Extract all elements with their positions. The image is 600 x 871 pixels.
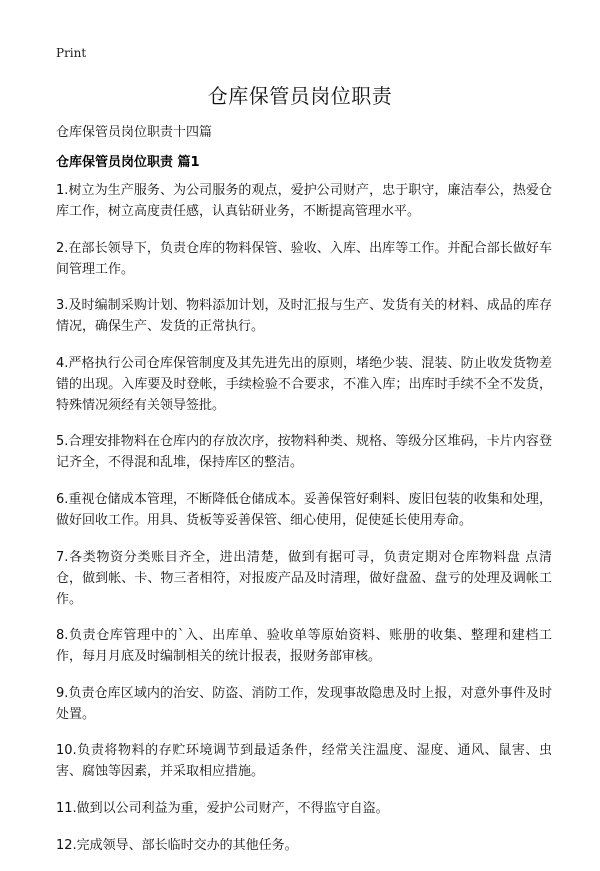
- print-label: Print: [56, 46, 87, 60]
- section-heading: 仓库保管员岗位职责 篇1: [56, 155, 200, 170]
- duty-item-10: 10.负责将物料的存贮环境调节到最适条件，经常关注温度、湿度、通风、鼠害、虫害、腐蚀等因素，并采取相应措施。: [56, 743, 552, 780]
- duty-item-6: 6.重视仓储成本管理，不断降低仓储成本。妥善保管好剩料、废旧包装的收集和处理，做好回收工作。用具、货板等妥善保管、细心使用，促使延长使用寿命。: [56, 491, 552, 528]
- duty-item-8: 8.负责仓库管理中的`入、出库单、验收单等原始资料、账册的收集、整理和建档工作，每月月底及时编制相关的统计报表，报财务部审核。: [56, 628, 552, 665]
- duty-list: [56, 180, 552, 871]
- duty-item-9: 9.负责仓库区域内的治安、防盗、消防工作，发现事故隐患及时上报，对意外事件及时处置。: [56, 685, 552, 722]
- duty-item-3: 3.及时编制采购计划、物料添加计划，及时汇报与生产、发货有关的材料、成品的库存情况，确保生产、发货的正常执行。: [56, 298, 552, 335]
- duty-item-4: 4.严格执行公司仓库保管制度及其先进先出的原则，堵绝少装、混装、防止收发货物差错的出现。入库要及时登帐，手续检验不合要求，不准入库；出库时手续不全不发货，特殊情况须经有关领导签批。: [56, 355, 552, 413]
- duty-item-7: 7.各类物资分类账目齐全，进出清楚，做到有据可寻，负责定期对仓库物料盘 点清仓，做到帐、卡、物三者相符，对报废产品及时清理，做好盘盈、盘亏的处理及调帐工作。: [56, 549, 552, 607]
- document-subtitle: 仓库保管员岗位职责十四篇: [56, 125, 213, 140]
- duty-item-1: 1.树立为生产服务、为公司服务的观点，爱护公司财产，忠于职守，廉洁奉公，热爱仓库工作，树立高度责任感，认真钻研业务，不断提高管理水平。: [56, 183, 552, 219]
- duty-item-2: 2.在部长领导下，负责仓库的物料保管、验收、入库、出库等工作。并配合部长做好车间管理工作。: [56, 240, 552, 277]
- page-title: 仓库保管员岗位职责: [207, 84, 393, 108]
- duty-item-5: 5.合理安排物料在仓库内的存放次序，按物料种类、规格、等级分区堆码，卡片内容登记齐全，不得混和乱堆，保持库区的整洁。: [56, 434, 552, 471]
- duty-item-12: 12.完成领导、部长临时交办的其他任务。: [56, 837, 298, 853]
- duty-item-11: 11.做到以公司利益为重，爱护公司财产，不得监守自盗。: [56, 800, 389, 816]
